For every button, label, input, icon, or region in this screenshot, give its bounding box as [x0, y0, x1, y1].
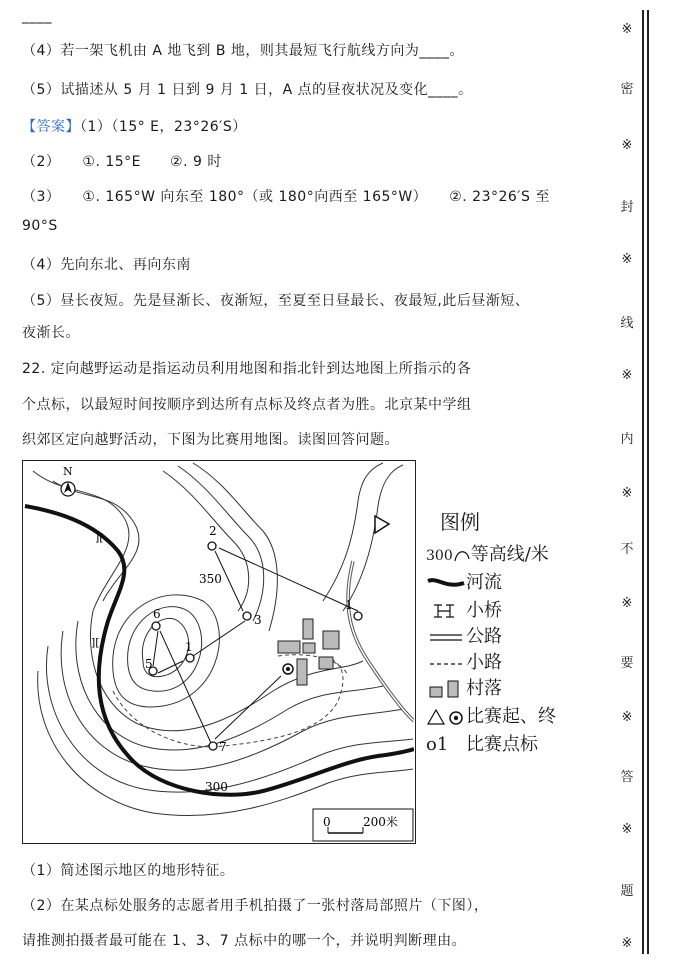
legend-village-label: 村落 [466, 678, 502, 699]
margin-seal-char: ※ [621, 368, 633, 383]
answer-2: （2） ①. 15°E ②. 9 时 [22, 154, 222, 170]
legend-startend-label: 比赛起、终 [466, 706, 556, 727]
legend-contour-label: 等高线/米 [470, 544, 549, 565]
question-4: （4）若一架飞机由 A 地飞到 B 地，则其最短飞行航线方向为____。 [22, 43, 464, 59]
start-end-symbol-icon [426, 708, 466, 726]
control-point-marker [354, 612, 362, 620]
answer-1-row [22, 116, 247, 136]
route-arrow [215, 676, 281, 739]
route-arrow [219, 548, 358, 611]
legend-path [426, 648, 502, 674]
point-label-2: 2 [209, 524, 217, 538]
answer-tag: 【答案】 [22, 119, 80, 135]
point-label-1: 1 [345, 598, 353, 612]
point-label-3: 3 [254, 613, 262, 627]
bridge-icon: ][ [95, 531, 104, 544]
contour-line [61, 631, 403, 770]
margin-seal-char: 题 [620, 884, 634, 899]
contour-label-300: 300 [205, 780, 228, 794]
answer-3: （3） ①. 165°W 向东至 180°（或 180°向西至 165°W） ②. 23°26′S 至 [22, 189, 550, 205]
margin-seal-char: ※ [621, 596, 633, 611]
margin-seal-char: 线 [620, 316, 634, 331]
legend-point [426, 730, 538, 756]
answer-3-cont: 90°S [22, 218, 58, 234]
answer-4: （4）先向东北、再向东南 [22, 257, 191, 273]
legend-bridge [426, 596, 502, 622]
control-point-marker [209, 742, 217, 750]
bridge-symbol-icon [426, 603, 466, 619]
start-marker [375, 516, 389, 533]
point-label-1b: 1 [185, 640, 193, 654]
margin-seal-char: ※ [621, 710, 633, 725]
point-label-6: 6 [153, 607, 161, 621]
contour-line [33, 471, 129, 611]
margin-seal-char: ※ [621, 936, 633, 951]
control-point-marker [208, 542, 216, 550]
margin-seal-char: ※ [621, 822, 633, 837]
margin-seal-char: 要 [620, 656, 634, 671]
question-22-line2: 个点标，以最短时间按顺序到达所有点标及终点者为胜。北京某中学组 [22, 397, 472, 413]
margin-seal-char: 不 [620, 542, 634, 557]
control-point-marker [243, 612, 251, 620]
contour-line [193, 463, 277, 631]
contour-line [90, 611, 363, 731]
margin-seal-char: ※ [621, 252, 633, 267]
margin-seal-char: 答 [620, 770, 634, 785]
margin-seal-char: 密 [620, 82, 634, 97]
route-arrow [153, 631, 158, 666]
point-label-7: 7 [219, 740, 227, 754]
margin-rule [642, 10, 644, 954]
legend-title: 图例 [440, 510, 480, 534]
legend-path-label: 小路 [466, 652, 502, 673]
legend-contour [426, 540, 549, 566]
bridge-icon: ][ [91, 636, 100, 649]
legend-road-label: 公路 [466, 626, 502, 647]
contour-label-350: 350 [199, 572, 222, 586]
question-22-line3: 织郊区定向越野活动，下图为比赛用地图。读图回答问题。 [22, 432, 399, 448]
margin-seal-char: ※ [621, 138, 633, 153]
path-symbol-icon [426, 655, 466, 671]
legend-village [426, 674, 502, 700]
question-5: （5）试描述从 5 月 1 日到 9 月 1 日，A 点的昼夜状况及变化____。 [22, 82, 473, 98]
margin-seal-char: 内 [620, 432, 634, 447]
contour-line [178, 466, 264, 621]
control-point-marker [186, 654, 194, 662]
sub-question-2-cont: 请推测拍摄者最可能在 1、3、7 点标中的哪一个，并说明判断理由。 [22, 933, 467, 949]
route-arrow [193, 621, 245, 656]
legend-river [426, 568, 502, 594]
legend-river-label: 河流 [466, 572, 502, 593]
legend-point-symbol: o1 [426, 734, 449, 755]
sub-question-2: （2）在某点标处服务的志愿者用手机拍摄了一张村落局部照片（下图）， [22, 898, 489, 914]
answer-5: （5）昼长夜短。先是昼渐长、夜渐短，至夏至日昼最长、夜最短,此后昼渐短、 [22, 293, 530, 309]
legend-bridge-label: 小桥 [466, 600, 502, 621]
point-label-5: 5 [145, 657, 153, 671]
margin-seal-char: ※ [621, 22, 633, 37]
village-symbol-icon [426, 679, 466, 699]
margin-rule [647, 10, 649, 954]
legend-road [426, 622, 502, 648]
control-point-marker [152, 622, 160, 630]
margin-seal-char: 封 [620, 200, 634, 215]
contour-line [163, 471, 249, 611]
answer-blank: ____ [22, 8, 52, 24]
scale-zero: 0 [323, 815, 331, 829]
contour-symbol-icon [453, 547, 471, 563]
north-label: N [63, 465, 73, 478]
legend-startend [426, 702, 556, 728]
map-drawing [23, 461, 414, 842]
answer-1: （1）（15° E，23°26′S） [80, 119, 247, 135]
legend-contour-number: 300 [426, 548, 453, 564]
river-symbol-icon [426, 575, 466, 591]
road [348, 561, 414, 721]
question-22-line1: 22. 定向越野运动是指运动员利用地图和指北针到达地图上所指示的各 [22, 361, 472, 377]
legend-point-label: 比赛点标 [466, 734, 538, 755]
answer-5-cont: 夜渐长。 [22, 325, 80, 341]
scale-length: 200米 [363, 815, 398, 829]
sub-question-1: （1）简述图示地区的地形特征。 [22, 863, 235, 879]
road-symbol-icon [426, 629, 466, 645]
binding-margin [612, 0, 650, 964]
margin-seal-char: ※ [621, 486, 633, 501]
orienteering-map [22, 460, 416, 844]
contour-line [343, 465, 403, 611]
